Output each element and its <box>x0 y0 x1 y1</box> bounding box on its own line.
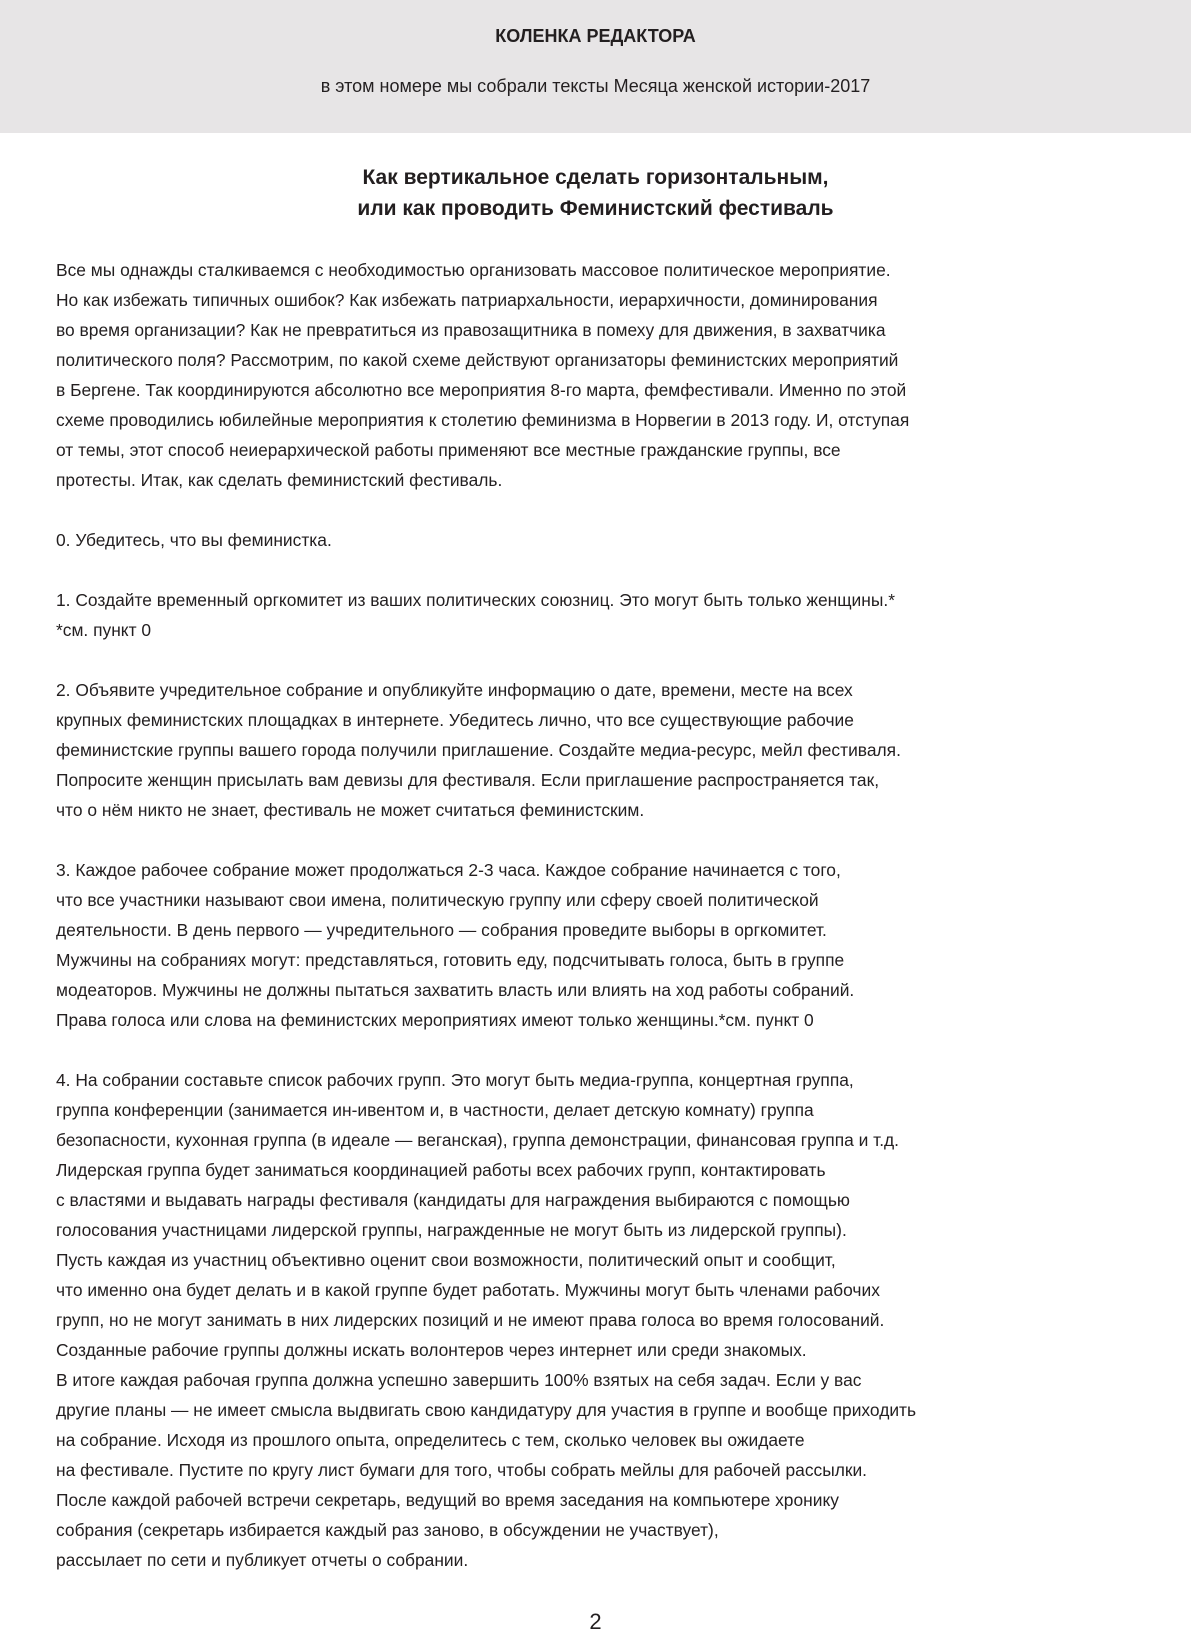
text-line: 4. На собрании составьте список рабочих групп. Это могут быть медиа-группа, концертная группа, <box>56 1070 854 1090</box>
text-line: безопасности, кухонная группа (в идеале — веганская), группа демонстрации, финансовая группа и т.д. <box>56 1130 900 1150</box>
text-line: групп, но не могут занимать в них лидерских позиций и не имеют права голоса во время голосований. <box>56 1310 885 1330</box>
text-line: 3. Каждое рабочее собрание может продолжаться 2-3 часа. Каждое собрание начинается с того, <box>56 860 841 880</box>
text-line: от темы, этот способ неиерархической работы применяют все местные гражданские группы, все <box>56 440 841 460</box>
text-line: Права голоса или слова на феминистских мероприятиях имеют только женщины.*см. пункт 0 <box>56 1010 814 1030</box>
text-line: голосования участницами лидерской группы, награжденные не могут быть из лидерской группы). <box>56 1220 847 1240</box>
paragraph-gap <box>56 825 1136 855</box>
paragraph-intro <box>56 255 1136 495</box>
text-line: Пусть каждая из участниц объективно оценит свои возможности, политический опыт и сообщит, <box>56 1250 836 1270</box>
text-line: Лидерская группа будет заниматься координацией работы всех рабочих групп, контактировать <box>56 1160 826 1180</box>
text-line: *см. пункт 0 <box>56 620 152 640</box>
text-line: на фестивале. Пустите по кругу лист бумаги для того, чтобы собрать мейлы для рабочей рассылки. <box>56 1460 868 1480</box>
page-number: 2 <box>589 1609 602 1634</box>
article-title-line: Как вертикальное сделать горизонтальным, <box>362 166 829 189</box>
paragraph-step-0 <box>56 525 1136 555</box>
section-title: КОЛЕНКА РЕДАКТОРА <box>495 26 696 46</box>
text-line: деятельности. В день первого — учредительного — собрания проведите выборы в оргкомитет. <box>56 920 827 940</box>
text-line: что все участники называют свои имена, политическую группу или сферу своей политической <box>56 890 819 910</box>
text-line: 0. Убедитесь, что вы феминистка. <box>56 530 332 550</box>
text-line: в Бергене. Так координируются абсолютно все мероприятия 8-го марта, фемфестивали. Именно по этой <box>56 380 907 400</box>
text-line: Попросите женщин присылать вам девизы для фестиваля. Если приглашение распространяется так, <box>56 770 880 790</box>
article-title-line: или как проводить Феминистский фестиваль <box>357 197 834 220</box>
paragraph-step-4 <box>56 1065 1136 1575</box>
article-title <box>0 162 1191 224</box>
text-line: другие планы — не имеет смысла выдвигать свою кандидатуру для участия в группе и вообще приходить <box>56 1400 917 1420</box>
text-line: на собрание. Исходя из прошлого опыта, определитесь с тем, сколько человек вы ожидаете <box>56 1430 805 1450</box>
paragraph-step-1 <box>56 585 1136 645</box>
text-line: Но как избежать типичных ошибок? Как избежать патриархальности, иерархичности, доминирования <box>56 290 878 310</box>
section-header-band <box>0 0 1191 133</box>
text-line: собрания (секретарь избирается каждый раз заново, в обсуждении не участвует), <box>56 1520 719 1540</box>
text-line: с властями и выдавать награды фестиваля (кандидаты для награждения выбираются с помощью <box>56 1190 850 1210</box>
text-line: протесты. Итак, как сделать феминистский фестиваль. <box>56 470 503 490</box>
paragraph-gap <box>56 555 1136 585</box>
text-line: группа конференции (занимается ин-ивентом и, в частности, делает детскую комнату) группа <box>56 1100 814 1120</box>
text-line: 2. Объявите учредительное собрание и опубликуйте информацию о дате, времени, месте на всех <box>56 680 853 700</box>
section-subtitle: в этом номере мы собрали тексты Месяца женской истории-2017 <box>320 76 871 96</box>
text-line: феминистские группы вашего города получили приглашение. Создайте медиа-ресурс, мейл фестиваля. <box>56 740 901 760</box>
paragraph-gap <box>56 1035 1136 1065</box>
text-line: схеме проводились юбилейные мероприятия к столетию феминизма в Норвегии в 2013 году. И, отступая <box>56 410 910 430</box>
text-line: что о нём никто не знает, фестиваль не может считаться феминистским. <box>56 800 645 820</box>
text-line: что именно она будет делать и в какой группе будет работать. Мужчины могут быть членами рабочих <box>56 1280 880 1300</box>
text-line: крупных феминистских площадках в интернете. Убедитесь лично, что все существующие рабочие <box>56 710 854 730</box>
text-line: 1. Создайте временный оргкомитет из ваших политических союзниц. Это могут быть только женщины.* <box>56 590 895 610</box>
text-line: во время организации? Как не превратиться из правозащитника в помеху для движения, в захватчика <box>56 320 886 340</box>
text-line: В итоге каждая рабочая группа должна успешно завершить 100% взятых на себя задач. Если у вас <box>56 1370 862 1390</box>
paragraph-step-2 <box>56 675 1136 825</box>
paragraph-step-3 <box>56 855 1136 1035</box>
text-line: Созданные рабочие группы должны искать волонтеров через интернет или среди знакомых. <box>56 1340 807 1360</box>
paragraph-gap <box>56 495 1136 525</box>
text-line: модеаторов. Мужчины не должны пытаться захватить власть или влиять на ход работы собраний. <box>56 980 855 1000</box>
text-line: Мужчины на собраниях могут: представляться, готовить еду, подсчитывать голоса, быть в группе <box>56 950 845 970</box>
text-line: Все мы однажды сталкиваемся с необходимостью организовать массовое политическое мероприятие. <box>56 260 891 280</box>
paragraph-gap <box>56 645 1136 675</box>
text-line: После каждой рабочей встречи секретарь, ведущий во время заседания на компьютере хронику <box>56 1490 839 1510</box>
text-line: политического поля? Рассмотрим, по какой схеме действуют организаторы феминистских мероприятий <box>56 350 899 370</box>
text-line: рассылает по сети и публикует отчеты о собрании. <box>56 1550 469 1570</box>
article-body <box>56 255 1136 1575</box>
